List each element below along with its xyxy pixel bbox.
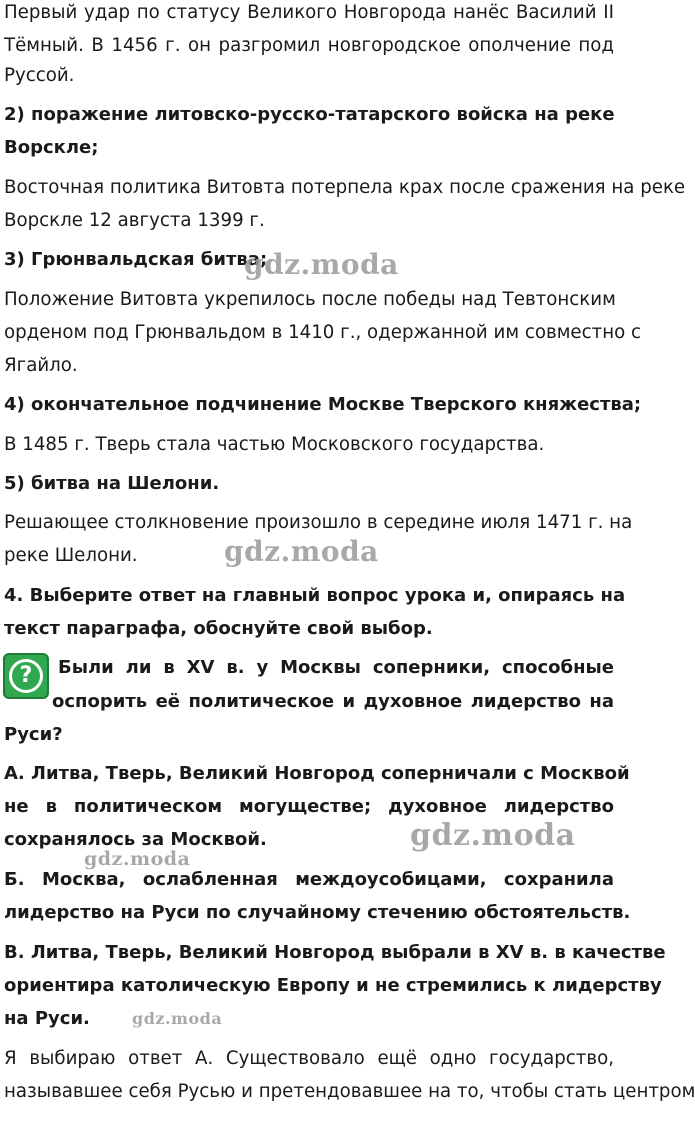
item-heading: 4) окончательное подчинение Москве Тверского княжества; xyxy=(4,394,642,415)
answer-option-a: А. Литва, Тверь, Великий Новгород соперничали с Москвой xyxy=(4,763,630,784)
watermark: gdz.moda xyxy=(132,1009,223,1028)
paragraph-line: Я выбираю ответ А. Существовало ещё одно государство, xyxy=(4,1048,614,1069)
paragraph-line: Положение Витовта укрепилось после победы над Тевтонским xyxy=(4,289,616,310)
item-heading: Ворскле; xyxy=(4,137,99,158)
paragraph-line: Восточная политика Витовта потерпела крах после сражения на реке xyxy=(4,177,686,198)
answer-option-b: Б. Москва, ослабленная междоусобицами, сохранила xyxy=(4,869,614,890)
paragraph-line: Первый удар по статусу Великого Новгорода нанёс Василий II xyxy=(4,2,614,23)
paragraph-line: реке Шелони. xyxy=(4,545,138,566)
item-heading: 3) Грюнвальдская битва; xyxy=(4,249,268,270)
paragraph-line: Руссой. xyxy=(4,65,75,86)
paragraph-line: В 1485 г. Тверь стала частью Московского государства. xyxy=(4,434,545,455)
watermark: gdz.moda xyxy=(84,848,191,870)
task-heading: текст параграфа, обоснуйте свой выбор. xyxy=(4,618,433,639)
answer-option-a: не в политическом могуществе; духовное лидерство xyxy=(4,796,614,817)
paragraph-line: Ворскле 12 августа 1399 г. xyxy=(4,210,265,231)
watermark: gdz.moda xyxy=(224,535,379,568)
answer-option-b: лидерство на Руси по случайному стечению обстоятельств. xyxy=(4,902,631,923)
question-mark-icon: ? xyxy=(3,653,49,699)
paragraph-line: называвшее себя Русью и претендовавшее на то, чтобы стать центром xyxy=(4,1081,695,1102)
answer-option-a: сохранялось за Москвой. xyxy=(4,829,267,850)
item-heading: 2) поражение литовско-русско-татарского войска на реке xyxy=(4,104,615,125)
lesson-question: оспорить её политическое и духовное лидерство на xyxy=(52,691,614,712)
answer-option-v: на Руси. xyxy=(4,1008,90,1029)
watermark: gdz.moda xyxy=(244,248,399,281)
watermark: gdz.moda xyxy=(410,818,576,853)
lesson-question: Были ли в XV в. у Москвы соперники, способные xyxy=(58,657,614,678)
paragraph-line: орденом под Грюнвальдом в 1410 г., одержанной им совместно с xyxy=(4,322,641,343)
paragraph-line: Решающее столкновение произошло в середине июля 1471 г. на xyxy=(4,512,633,533)
lesson-question: Руси? xyxy=(4,724,63,745)
task-heading: 4. Выберите ответ на главный вопрос урока и, опираясь на xyxy=(4,585,626,606)
paragraph-line: Тёмный. В 1456 г. он разгромил новгородское ополчение под xyxy=(4,35,614,56)
answer-option-v: В. Литва, Тверь, Великий Новгород выбрали в XV в. в качестве xyxy=(4,942,666,963)
answer-option-v: ориентира католическую Европу и не стремились к лидерству xyxy=(4,975,662,996)
item-heading: 5) битва на Шелони. xyxy=(4,473,220,494)
paragraph-line: Ягайло. xyxy=(4,355,78,376)
